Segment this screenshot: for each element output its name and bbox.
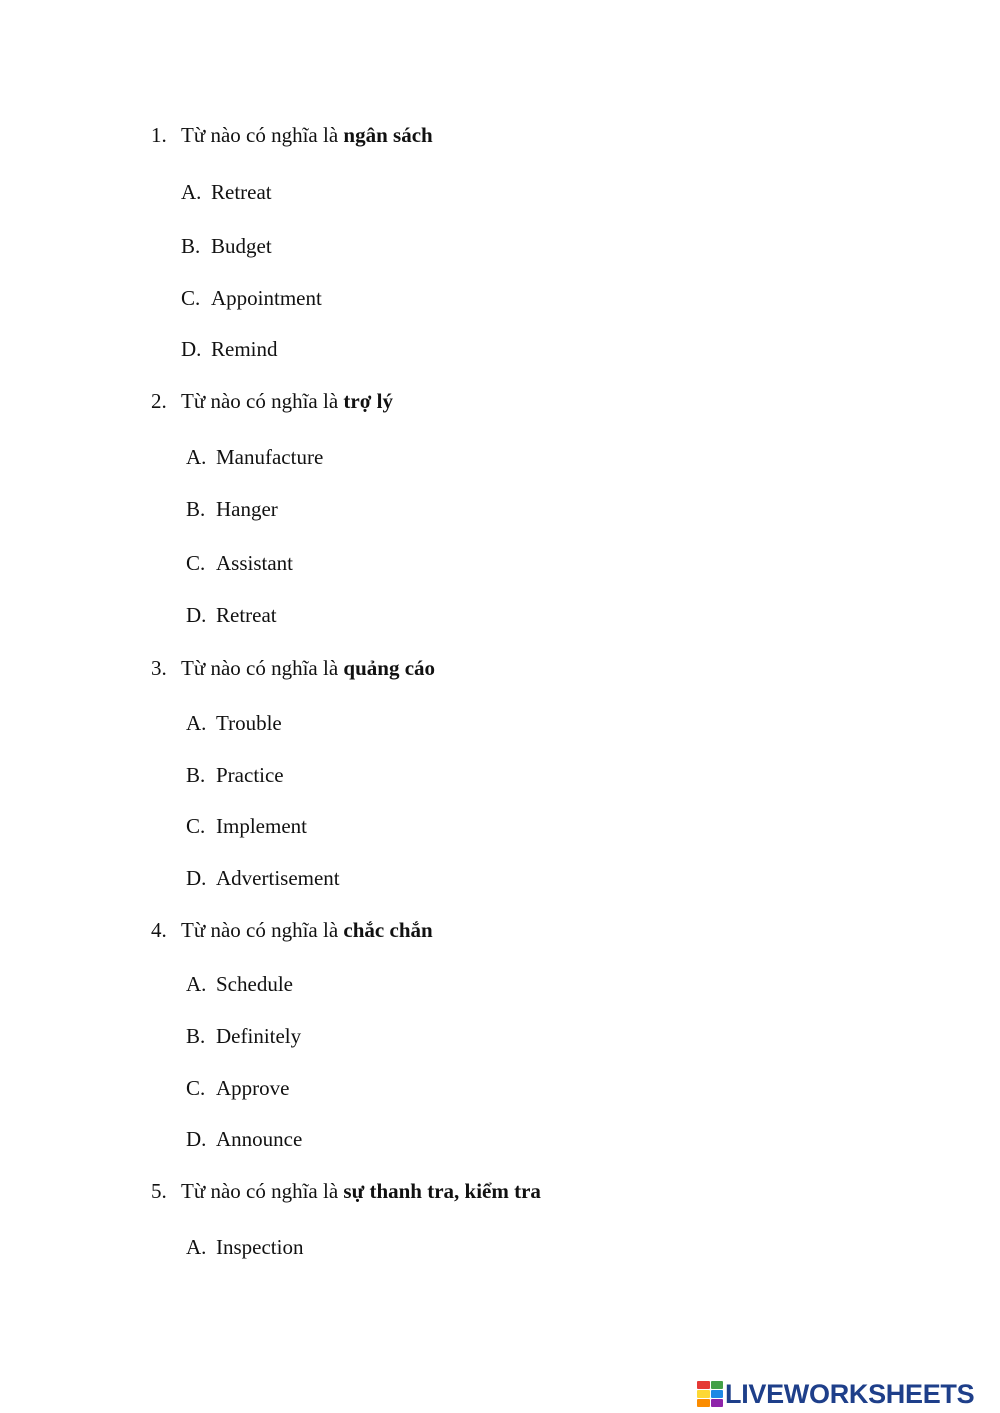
option-letter: C. — [181, 286, 201, 310]
question-number: 3. — [151, 656, 167, 680]
option-text: Practice — [216, 763, 284, 787]
liveworksheets-watermark — [697, 1377, 974, 1411]
option-text: Retreat — [211, 180, 272, 204]
option-text: Trouble — [216, 711, 282, 735]
liveworksheets-logo-icon — [697, 1381, 723, 1407]
logo-cell — [711, 1399, 724, 1407]
option-4d[interactable] — [186, 1126, 302, 1152]
question-text — [181, 388, 393, 414]
logo-cell — [697, 1381, 710, 1389]
option-text: Hanger — [216, 497, 278, 521]
option-letter: D. — [181, 337, 202, 361]
question-number: 5. — [151, 1179, 167, 1203]
option-3c[interactable] — [186, 813, 307, 839]
logo-cell — [711, 1381, 724, 1389]
question-keyword: ngân sách — [343, 123, 433, 147]
option-text: Definitely — [216, 1024, 302, 1048]
option-text: Inspection — [216, 1235, 304, 1259]
question-text — [181, 122, 433, 148]
option-letter: C. — [186, 551, 206, 575]
option-text: Implement — [216, 814, 307, 838]
option-text: Advertisement — [216, 866, 340, 890]
option-text: Remind — [211, 337, 278, 361]
question-prefix: Từ nào có nghĩa là — [181, 918, 344, 942]
question-keyword: quảng cáo — [343, 656, 436, 680]
question-prefix: Từ nào có nghĩa là — [181, 389, 344, 413]
option-letter: B. — [181, 234, 201, 258]
option-text: Manufacture — [216, 445, 324, 469]
question-keyword: sự thanh tra, kiểm tra — [343, 1179, 541, 1203]
question-keyword: chắc chắn — [343, 918, 433, 942]
option-4a[interactable] — [186, 971, 293, 997]
option-2c[interactable] — [186, 550, 293, 576]
option-letter: A. — [186, 445, 207, 469]
option-letter: C. — [186, 1076, 206, 1100]
option-text: Retreat — [216, 603, 277, 627]
option-2b[interactable] — [186, 496, 278, 522]
option-letter: A. — [181, 180, 202, 204]
option-2d[interactable] — [186, 602, 277, 628]
option-letter: B. — [186, 763, 206, 787]
watermark-text: LIVEWORKSHEETS — [725, 1378, 975, 1409]
question-text — [181, 655, 435, 681]
option-1d[interactable] — [181, 336, 278, 362]
question-keyword: trợ lý — [343, 389, 393, 413]
question-number: 2. — [151, 389, 167, 413]
option-letter: D. — [186, 866, 207, 890]
option-3d[interactable] — [186, 865, 340, 891]
option-letter: C. — [186, 814, 206, 838]
logo-cell — [711, 1390, 724, 1398]
option-letter: A. — [186, 1235, 207, 1259]
option-3a[interactable] — [186, 710, 282, 736]
option-text: Approve — [216, 1076, 290, 1100]
option-text: Assistant — [216, 551, 294, 575]
option-1a[interactable] — [181, 179, 272, 205]
question-number: 1. — [151, 123, 167, 147]
question-prefix: Từ nào có nghĩa là — [181, 656, 344, 680]
question-prefix: Từ nào có nghĩa là — [181, 1179, 344, 1203]
option-3b[interactable] — [186, 762, 284, 788]
logo-cell — [697, 1390, 710, 1398]
option-1c[interactable] — [181, 285, 322, 311]
option-letter: D. — [186, 603, 207, 627]
option-text: Budget — [211, 234, 272, 258]
option-4b[interactable] — [186, 1023, 301, 1049]
option-text: Schedule — [216, 972, 293, 996]
question-prefix: Từ nào có nghĩa là — [181, 123, 344, 147]
option-letter: A. — [186, 711, 207, 735]
option-letter: D. — [186, 1127, 207, 1151]
option-letter: A. — [186, 972, 207, 996]
question-text — [181, 917, 433, 943]
option-text: Announce — [216, 1127, 303, 1151]
option-5a[interactable] — [186, 1234, 303, 1260]
option-2a[interactable] — [186, 444, 323, 470]
option-letter: B. — [186, 497, 206, 521]
option-text: Appointment — [211, 286, 322, 310]
option-1b[interactable] — [181, 233, 272, 259]
question-text — [181, 1178, 541, 1204]
question-number: 4. — [151, 918, 167, 942]
option-4c[interactable] — [186, 1075, 289, 1101]
logo-cell — [697, 1399, 710, 1407]
option-letter: B. — [186, 1024, 206, 1048]
